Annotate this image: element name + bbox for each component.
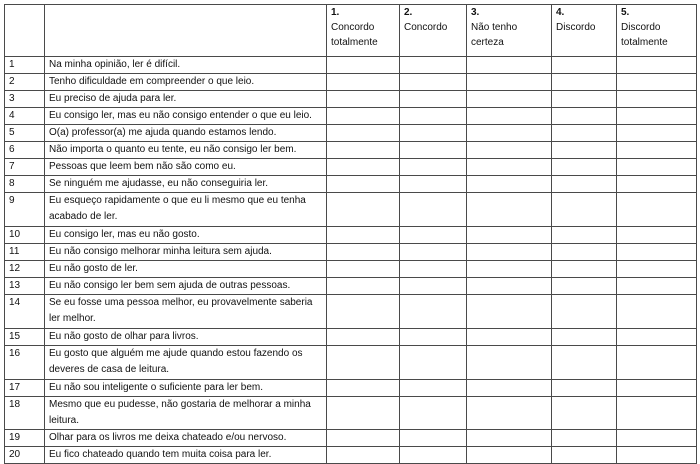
row-statement: Eu gosto que alguém me ajude quando estou fazendo os deveres de casa de leitura.: [45, 346, 327, 380]
answer-cell-5[interactable]: [617, 91, 697, 108]
answer-cell-2[interactable]: [400, 430, 467, 447]
answer-cell-1[interactable]: [327, 193, 400, 227]
row-statement: Eu não gosto de ler.: [45, 261, 327, 278]
answer-cell-5[interactable]: [617, 193, 697, 227]
row-number: 7: [5, 159, 45, 176]
row-statement: Eu preciso de ajuda para ler.: [45, 91, 327, 108]
answer-cell-3[interactable]: [467, 176, 552, 193]
answer-cell-2[interactable]: [400, 193, 467, 227]
answer-cell-1[interactable]: [327, 278, 400, 295]
answer-cell-3[interactable]: [467, 227, 552, 244]
row-number: 4: [5, 108, 45, 125]
answer-cell-3[interactable]: [467, 261, 552, 278]
header-number: 3.: [471, 7, 480, 18]
answer-cell-3[interactable]: [467, 142, 552, 159]
answer-cell-2[interactable]: [400, 447, 467, 464]
row-number: 20: [5, 447, 45, 464]
answer-cell-1[interactable]: [327, 244, 400, 261]
row-statement: Eu não consigo melhorar minha leitura sem ajuda.: [45, 244, 327, 261]
answer-cell-5[interactable]: [617, 430, 697, 447]
answer-cell-2[interactable]: [400, 261, 467, 278]
header-concordo: [400, 5, 467, 57]
row-number: 12: [5, 261, 45, 278]
table-row: [5, 74, 697, 91]
answer-cell-5[interactable]: [617, 261, 697, 278]
answer-cell-4[interactable]: [552, 57, 617, 74]
row-number: 1: [5, 57, 45, 74]
answer-cell-4[interactable]: [552, 278, 617, 295]
header-nao-tenho-certeza: [467, 5, 552, 57]
header-blank-statement: [45, 5, 327, 57]
answer-cell-3[interactable]: [467, 430, 552, 447]
table-row: [5, 227, 697, 244]
answer-cell-2[interactable]: [400, 91, 467, 108]
answer-cell-2[interactable]: [400, 346, 467, 380]
row-statement: Se eu fosse uma pessoa melhor, eu provavelmente saberia ler melhor.: [45, 295, 327, 329]
answer-cell-3[interactable]: [467, 380, 552, 397]
answer-cell-5[interactable]: [617, 142, 697, 159]
answer-cell-1[interactable]: [327, 397, 400, 430]
answer-cell-4[interactable]: [552, 125, 617, 142]
answer-cell-2[interactable]: [400, 125, 467, 142]
table-row: [5, 447, 697, 464]
header-label: Discordo: [556, 22, 596, 33]
table-row: [5, 108, 697, 125]
table-row: [5, 397, 697, 430]
row-number: 18: [5, 397, 45, 430]
answer-cell-4[interactable]: [552, 176, 617, 193]
answer-cell-4[interactable]: [552, 346, 617, 380]
table-row: [5, 380, 697, 397]
answer-cell-4[interactable]: [552, 295, 617, 329]
header-number: 1.: [331, 7, 340, 18]
answer-cell-5[interactable]: [617, 380, 697, 397]
answer-cell-4[interactable]: [552, 244, 617, 261]
row-number: 9: [5, 193, 45, 227]
row-statement: Olhar para os livros me deixa chateado e/ou nervoso.: [45, 430, 327, 447]
answer-cell-3[interactable]: [467, 108, 552, 125]
table-row: [5, 430, 697, 447]
answer-cell-3[interactable]: [467, 295, 552, 329]
header-discordo-totalmente: [617, 5, 697, 57]
answer-cell-3[interactable]: [467, 159, 552, 176]
table-row: [5, 142, 697, 159]
header-blank-number: [5, 5, 45, 57]
answer-cell-4[interactable]: [552, 261, 617, 278]
answer-cell-1[interactable]: [327, 329, 400, 346]
questionnaire-table: [4, 4, 697, 464]
answer-cell-3[interactable]: [467, 278, 552, 295]
answer-cell-2[interactable]: [400, 278, 467, 295]
answer-cell-4[interactable]: [552, 380, 617, 397]
row-statement: Se ninguém me ajudasse, eu não conseguiria ler.: [45, 176, 327, 193]
answer-cell-1[interactable]: [327, 91, 400, 108]
answer-cell-1[interactable]: [327, 295, 400, 329]
answer-cell-4[interactable]: [552, 329, 617, 346]
answer-cell-5[interactable]: [617, 244, 697, 261]
answer-cell-4[interactable]: [552, 193, 617, 227]
answer-cell-3[interactable]: [467, 193, 552, 227]
header-label: Discordo totalmente: [621, 22, 668, 48]
answer-cell-2[interactable]: [400, 74, 467, 91]
row-number: 11: [5, 244, 45, 261]
answer-cell-2[interactable]: [400, 176, 467, 193]
answer-cell-1[interactable]: [327, 430, 400, 447]
answer-cell-5[interactable]: [617, 329, 697, 346]
answer-cell-4[interactable]: [552, 227, 617, 244]
answer-cell-3[interactable]: [467, 74, 552, 91]
answer-cell-1[interactable]: [327, 74, 400, 91]
answer-cell-1[interactable]: [327, 176, 400, 193]
answer-cell-2[interactable]: [400, 329, 467, 346]
row-number: 3: [5, 91, 45, 108]
answer-cell-1[interactable]: [327, 380, 400, 397]
row-statement: Eu consigo ler, mas eu não consigo entender o que eu leio.: [45, 108, 327, 125]
answer-cell-1[interactable]: [327, 227, 400, 244]
row-number: 17: [5, 380, 45, 397]
row-statement: Pessoas que leem bem não são como eu.: [45, 159, 327, 176]
table-row: [5, 125, 697, 142]
answer-cell-1[interactable]: [327, 108, 400, 125]
row-statement: Eu fico chateado quando tem muita coisa para ler.: [45, 447, 327, 464]
row-statement: Tenho dificuldade em compreender o que leio.: [45, 74, 327, 91]
answer-cell-2[interactable]: [400, 397, 467, 430]
row-number: 19: [5, 430, 45, 447]
table-row: [5, 57, 697, 74]
row-statement: Eu consigo ler, mas eu não gosto.: [45, 227, 327, 244]
answer-cell-1[interactable]: [327, 261, 400, 278]
answer-cell-5[interactable]: [617, 346, 697, 380]
answer-cell-4[interactable]: [552, 159, 617, 176]
answer-cell-5[interactable]: [617, 278, 697, 295]
row-number: 8: [5, 176, 45, 193]
answer-cell-2[interactable]: [400, 159, 467, 176]
answer-cell-5[interactable]: [617, 295, 697, 329]
row-statement: Eu esqueço rapidamente o que eu li mesmo que eu tenha acabado de ler.: [45, 193, 327, 227]
answer-cell-5[interactable]: [617, 176, 697, 193]
answer-cell-4[interactable]: [552, 430, 617, 447]
table-row: [5, 261, 697, 278]
row-statement: Na minha opinião, ler é difícil.: [45, 57, 327, 74]
table-row: [5, 278, 697, 295]
row-statement: O(a) professor(a) me ajuda quando estamos lendo.: [45, 125, 327, 142]
table-row: [5, 193, 697, 227]
header-row: [5, 5, 697, 57]
answer-cell-4[interactable]: [552, 397, 617, 430]
answer-cell-4[interactable]: [552, 142, 617, 159]
table-row: [5, 159, 697, 176]
header-label: Concordo totalmente: [331, 22, 378, 48]
row-number: 14: [5, 295, 45, 329]
answer-cell-2[interactable]: [400, 57, 467, 74]
answer-cell-4[interactable]: [552, 91, 617, 108]
header-number: 4.: [556, 7, 565, 18]
answer-cell-5[interactable]: [617, 159, 697, 176]
answer-cell-2[interactable]: [400, 380, 467, 397]
table-row: [5, 176, 697, 193]
answer-cell-2[interactable]: [400, 227, 467, 244]
answer-cell-1[interactable]: [327, 142, 400, 159]
answer-cell-3[interactable]: [467, 125, 552, 142]
row-statement: Eu não sou inteligente o suficiente para ler bem.: [45, 380, 327, 397]
answer-cell-3[interactable]: [467, 447, 552, 464]
answer-cell-3[interactable]: [467, 397, 552, 430]
table-row: [5, 346, 697, 380]
header-discordo: [552, 5, 617, 57]
answer-cell-3[interactable]: [467, 57, 552, 74]
row-statement: Eu não consigo ler bem sem ajuda de outras pessoas.: [45, 278, 327, 295]
row-number: 15: [5, 329, 45, 346]
answer-cell-1[interactable]: [327, 346, 400, 380]
header-concordo-totalmente: [327, 5, 400, 57]
answer-cell-5[interactable]: [617, 57, 697, 74]
answer-cell-4[interactable]: [552, 108, 617, 125]
row-number: 13: [5, 278, 45, 295]
answer-cell-2[interactable]: [400, 295, 467, 329]
answer-cell-1[interactable]: [327, 447, 400, 464]
row-number: 5: [5, 125, 45, 142]
row-number: 6: [5, 142, 45, 159]
answer-cell-5[interactable]: [617, 108, 697, 125]
answer-cell-1[interactable]: [327, 57, 400, 74]
answer-cell-1[interactable]: [327, 159, 400, 176]
table-row: [5, 295, 697, 329]
answer-cell-4[interactable]: [552, 74, 617, 91]
answer-cell-5[interactable]: [617, 227, 697, 244]
table-row: [5, 329, 697, 346]
answer-cell-1[interactable]: [327, 125, 400, 142]
answer-cell-5[interactable]: [617, 74, 697, 91]
answer-cell-4[interactable]: [552, 447, 617, 464]
header-label: Não tenho certeza: [471, 22, 518, 48]
answer-cell-5[interactable]: [617, 447, 697, 464]
table-row: [5, 244, 697, 261]
row-number: 16: [5, 346, 45, 380]
answer-cell-3[interactable]: [467, 346, 552, 380]
answer-cell-2[interactable]: [400, 142, 467, 159]
header-label: Concordo: [404, 22, 448, 33]
row-statement: Eu não gosto de olhar para livros.: [45, 329, 327, 346]
row-number: 10: [5, 227, 45, 244]
answer-cell-5[interactable]: [617, 125, 697, 142]
answer-cell-5[interactable]: [617, 397, 697, 430]
row-statement: Mesmo que eu pudesse, não gostaria de melhorar a minha leitura.: [45, 397, 327, 430]
table-row: [5, 91, 697, 108]
answer-cell-2[interactable]: [400, 244, 467, 261]
row-number: 2: [5, 74, 45, 91]
header-number: 2.: [404, 7, 413, 18]
header-number: 5.: [621, 7, 630, 18]
answer-cell-3[interactable]: [467, 91, 552, 108]
answer-cell-3[interactable]: [467, 244, 552, 261]
answer-cell-3[interactable]: [467, 329, 552, 346]
row-statement: Não importa o quanto eu tente, eu não consigo ler bem.: [45, 142, 327, 159]
answer-cell-2[interactable]: [400, 108, 467, 125]
